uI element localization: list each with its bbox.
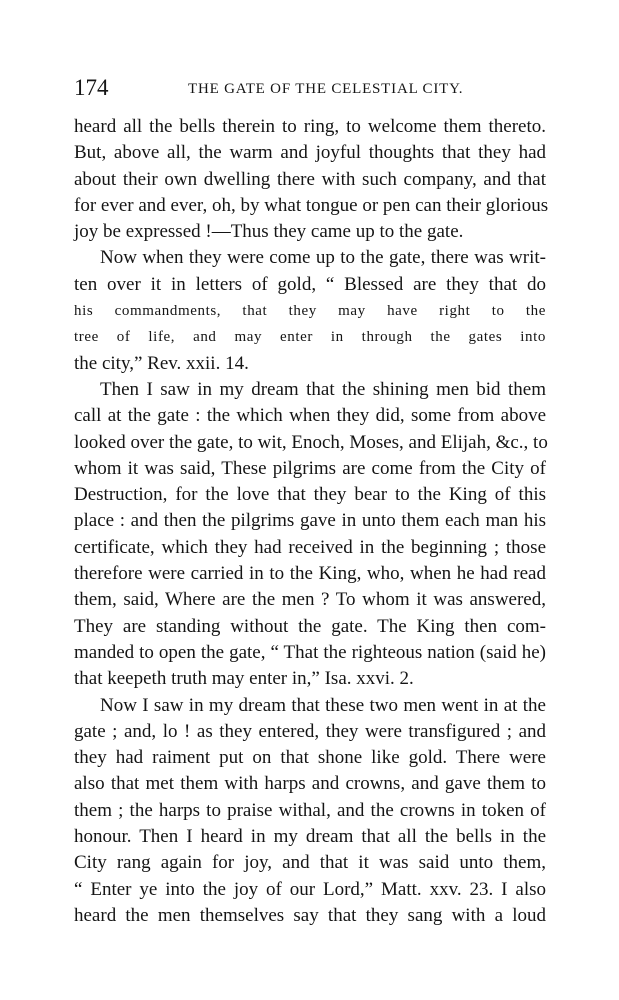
- text-line: City rang again for joy, and that it was said unto them,: [74, 852, 546, 874]
- text-line: gate ; and, lo ! as they entered, they were transfigured ; and: [74, 720, 546, 742]
- text-line: also that met them with harps and crowns, and gave them to: [74, 773, 546, 795]
- text-line: manded to open the gate, “ That the righteous nation (said he): [74, 641, 546, 663]
- text-line: certificate, which they had received in the beginning ; those: [74, 536, 546, 558]
- text-line: They are standing without the gate. The King then com-: [74, 615, 546, 637]
- text-line: honour. Then I heard in my dream that all the bells in the: [74, 826, 546, 848]
- text-line: them, said, Where are the men ? To whom it was answered,: [74, 589, 546, 611]
- text-line: Then I saw in my dream that the shining men bid them: [100, 378, 546, 400]
- text-line: Now when they were come up to the gate, there was writ-: [100, 247, 546, 269]
- text-line: they had raiment put on that shone like gold. There were: [74, 747, 546, 769]
- text-line: tree of life, and may enter in through the gates into: [74, 329, 546, 346]
- text-line: the city,” Rev. xxii. 14.: [74, 352, 249, 374]
- text-line: whom it was said, These pilgrims are come from the City of: [74, 457, 546, 479]
- text-line: about their own dwelling there with such company, and that: [74, 168, 546, 190]
- text-line: ten over it in letters of gold, “ Blessed are they that do: [74, 273, 546, 295]
- body-text: [74, 114, 549, 929]
- text-line: for ever and ever, oh, by what tongue or pen can their glorious: [74, 194, 549, 216]
- text-line: But, above all, the warm and joyful thoughts that they had: [74, 142, 546, 164]
- text-line: “ Enter ye into the joy of our Lord,” Matt. xxv. 23. I also: [74, 878, 546, 900]
- text-line: that keepeth truth may enter in,” Isa. xxvi. 2.: [74, 668, 414, 690]
- text-line: therefore were carried in to the King, who, when he had read: [74, 563, 546, 585]
- text-line: Destruction, for the love that they bear to the King of this: [74, 484, 546, 506]
- text-line: heard all the bells therein to ring, to welcome them thereto.: [74, 116, 546, 137]
- page-number: 174: [74, 75, 109, 100]
- text-line: place : and then the pilgrims gave in unto them each man his: [74, 510, 546, 532]
- text-line: call at the gate : the which when they did, some from above: [74, 405, 546, 427]
- text-line: joy be expressed !—Thus they came up to the gate.: [74, 221, 464, 243]
- running-title: THE GATE OF THE CELESTIAL CITY.: [188, 81, 464, 97]
- text-line: his commandments, that they may have right to the: [74, 303, 546, 320]
- text-line: Now I saw in my dream that these two men went in at the: [100, 694, 546, 716]
- text-line: them ; the harps to praise withal, and the crowns in token of: [74, 799, 546, 821]
- page-header: [74, 72, 546, 104]
- text-line: looked over the gate, to wit, Enoch, Moses, and Elijah, &c., to: [74, 431, 548, 453]
- text-line: heard the men themselves say that they sang with a loud: [74, 904, 546, 926]
